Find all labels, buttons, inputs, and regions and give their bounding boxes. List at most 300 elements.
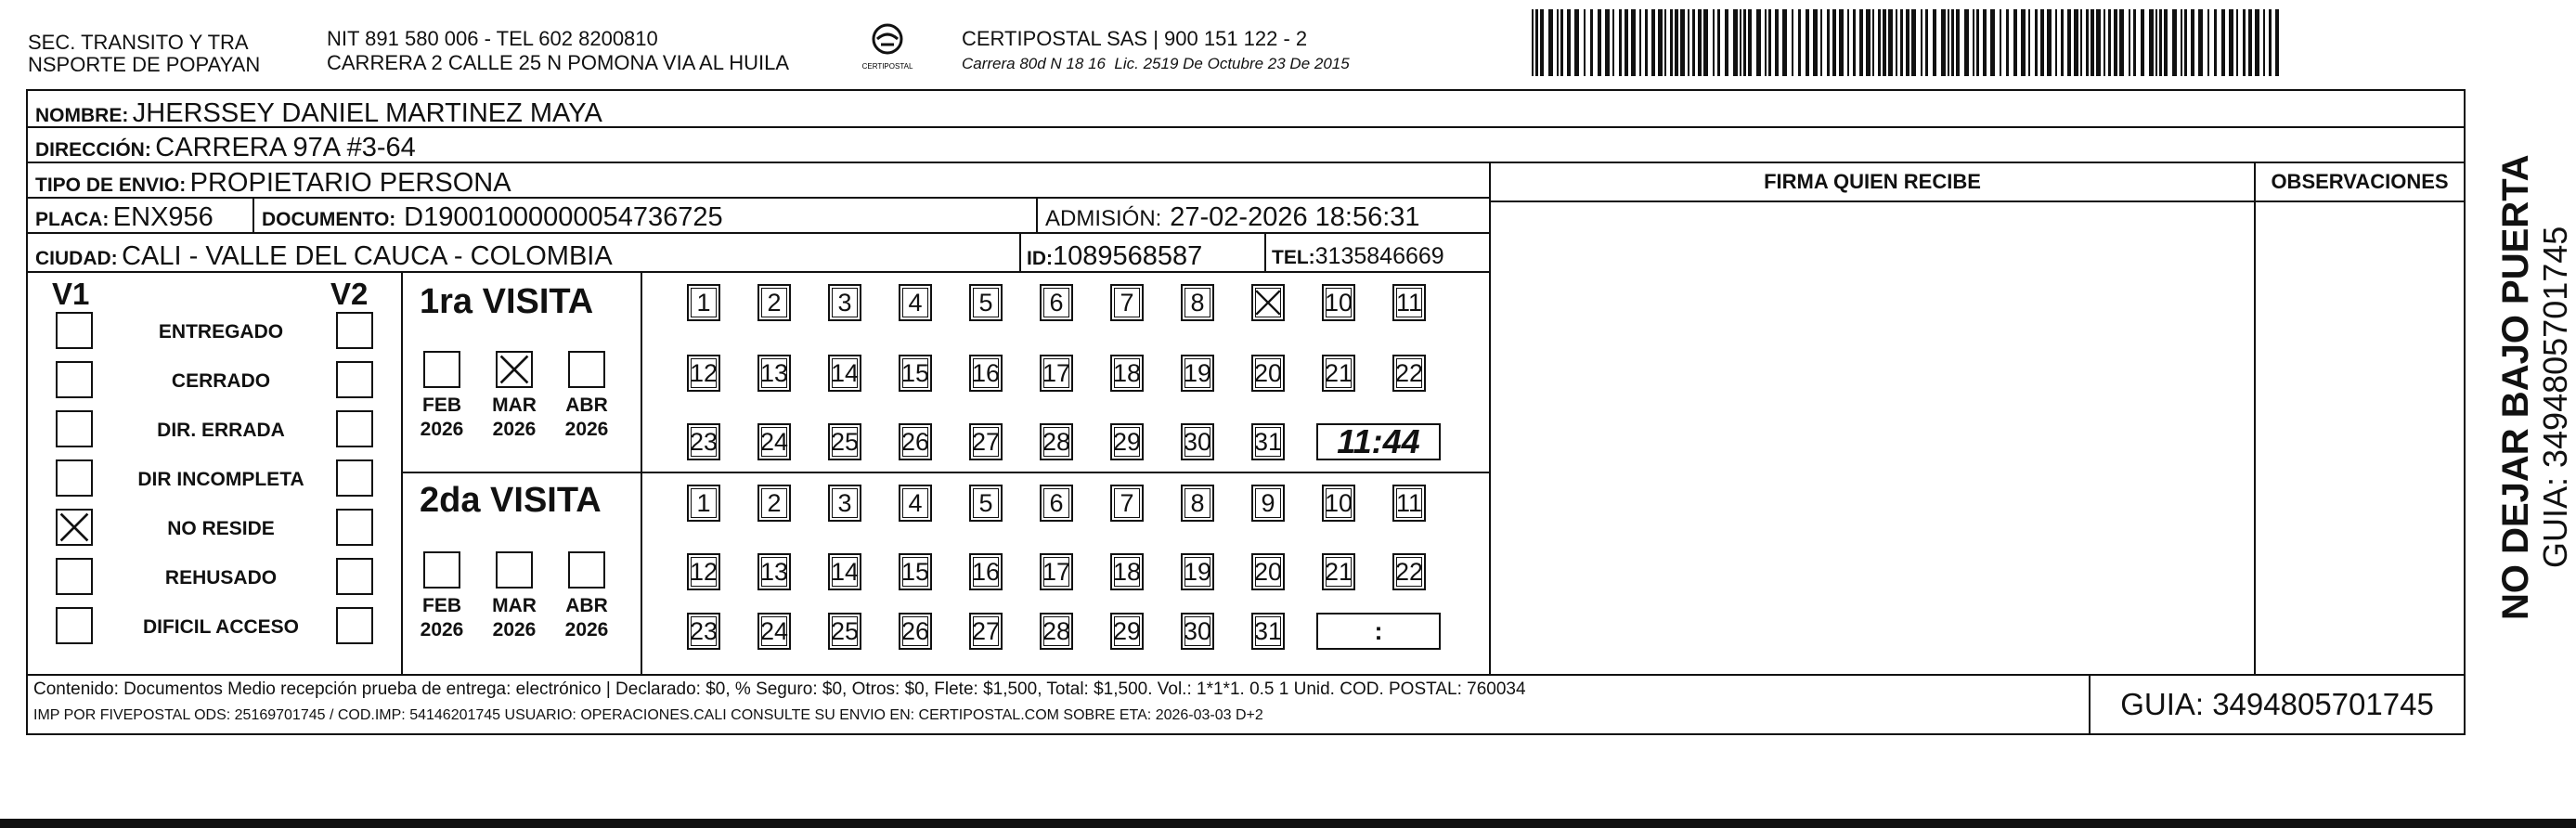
barcode-bar — [1888, 9, 1893, 76]
guia-cell — [2089, 674, 2466, 735]
tipo-value: PROPIETARIO PERSONA — [189, 168, 511, 198]
month-year: 2026 — [420, 419, 464, 440]
barcode-bar — [1883, 9, 1886, 76]
barcode-bar — [1639, 9, 1641, 76]
barcode-bar — [2091, 9, 2094, 76]
barcode-bar — [1631, 9, 1636, 76]
cell-admision — [1036, 197, 1491, 234]
barcode-bar — [1540, 9, 1544, 76]
barcode-bar — [1548, 9, 1553, 76]
v1-checkbox[interactable] — [56, 410, 93, 447]
day-box[interactable] — [687, 355, 720, 392]
day-box[interactable] — [687, 423, 720, 460]
documento-label: DOCUMENTO: — [262, 209, 396, 230]
month-label: FEB — [422, 595, 461, 616]
status-label: DIFICIL ACCESO — [142, 616, 299, 638]
day-number: 1 — [696, 289, 711, 317]
day-box[interactable] — [899, 485, 932, 522]
barcode-bar — [2263, 9, 2265, 76]
barcode-bar — [2255, 9, 2259, 76]
barcode-bar — [1645, 9, 1648, 76]
barcode-bar — [1906, 9, 1909, 76]
barcode-bar — [1933, 9, 1936, 76]
barcode-bar — [2096, 9, 2101, 76]
day-box[interactable] — [687, 284, 720, 321]
barcode-bar — [2067, 9, 2071, 76]
id-label: ID: — [1027, 248, 1053, 269]
barcode-bar — [1560, 9, 1563, 76]
v2-checkbox[interactable] — [336, 312, 373, 349]
observaciones-header: OBSERVACIONES — [2256, 163, 2464, 202]
day-number: 29 — [1112, 617, 1142, 645]
barcode-bar — [2243, 9, 2246, 76]
day-box[interactable] — [687, 485, 720, 522]
barcode-bar — [2129, 9, 2130, 76]
day-box[interactable] — [1181, 355, 1214, 392]
day-box[interactable] — [1181, 284, 1214, 321]
day-box[interactable] — [969, 553, 1003, 590]
footer-contenido: Contenido: Documentos Medio recepción prueba de entrega: electrónico | Declarado: $0, % Seguro: $0, Otros: $0, Flete: $1,500, Total: $1,500. Vol.: 1*1*1. 0.5 1 Unid. COD. POSTAL: 760034 — [33, 679, 1526, 699]
barcode-bar — [2221, 9, 2225, 76]
barcode-bar — [1956, 9, 1960, 76]
status-label: DIR INCOMPLETA — [137, 469, 304, 490]
barcode-bar — [1605, 9, 1610, 76]
day-number: 12 — [689, 558, 718, 586]
barcode-bar — [1740, 9, 1741, 76]
v2-checkbox[interactable] — [336, 607, 373, 644]
barcode-bar — [1878, 9, 1881, 76]
barcode-bar — [2006, 9, 2009, 76]
day-box[interactable] — [828, 485, 861, 522]
month-label: FEB — [422, 395, 461, 416]
barcode-bar — [1990, 9, 1995, 76]
day-number: 17 — [1042, 359, 1071, 387]
v2-checkbox[interactable] — [336, 558, 373, 595]
barcode-bar — [1832, 9, 1836, 76]
day-box[interactable] — [1251, 553, 1285, 590]
v1-checkbox[interactable] — [56, 361, 93, 398]
day-box[interactable] — [969, 355, 1003, 392]
day-number: 30 — [1183, 617, 1212, 645]
day-number: 10 — [1324, 489, 1353, 517]
ciudad-label: CIUDAD: — [35, 248, 118, 269]
day-box[interactable] — [828, 355, 861, 392]
day-number: 27 — [971, 617, 1001, 645]
day-box[interactable] — [1110, 284, 1144, 321]
barcode-bar — [1976, 9, 1979, 76]
barcode-bar — [2055, 9, 2057, 76]
day-box[interactable] — [969, 284, 1003, 321]
day-number: 24 — [759, 428, 789, 456]
firma-column — [1489, 162, 2256, 676]
barcode-bar — [1651, 9, 1655, 76]
barcode-bar — [2191, 9, 2194, 76]
barcode-bar — [2114, 9, 2117, 76]
v2-checkbox[interactable] — [336, 459, 373, 497]
barcode-bar — [2000, 9, 2001, 76]
direccion-value: CARRERA 97A #3-64 — [155, 133, 416, 162]
month-checkbox[interactable] — [568, 351, 605, 388]
barcode-bar — [1717, 9, 1720, 76]
barcode-bar — [1853, 9, 1856, 76]
day-box[interactable] — [1110, 553, 1144, 590]
v2-label: V2 — [330, 277, 369, 311]
day-box[interactable] — [1040, 423, 1073, 460]
day-box[interactable] — [1110, 485, 1144, 522]
day-box[interactable] — [1110, 355, 1144, 392]
sender-nit: NIT 891 580 006 - TEL 602 8200810 — [327, 27, 658, 50]
placa-label: PLACA: — [35, 209, 110, 230]
day-number: 13 — [759, 359, 789, 387]
barcode-bar — [2086, 9, 2089, 76]
barcode-bar — [1713, 9, 1715, 76]
v1-checkbox[interactable] — [56, 558, 93, 595]
barcode-bar — [2080, 9, 2082, 76]
id-value: 1089568587 — [1053, 241, 1203, 271]
day-number: 7 — [1120, 289, 1134, 317]
month-year: 2026 — [564, 419, 609, 440]
month-checkbox[interactable] — [423, 551, 460, 589]
month-checkbox[interactable] — [496, 351, 533, 388]
day-box[interactable] — [969, 613, 1003, 650]
day-number: 1 — [696, 489, 711, 517]
day-number: 20 — [1253, 558, 1283, 586]
second-visit-title: 2da VISITA — [420, 481, 602, 520]
day-number: 19 — [1183, 359, 1212, 387]
barcode-bar — [1859, 9, 1863, 76]
day-number: 28 — [1042, 617, 1071, 645]
barcode-bar — [1866, 9, 1871, 76]
barcode-bar — [1748, 9, 1752, 76]
barcode-bar — [1896, 9, 1897, 76]
day-number: 25 — [830, 617, 860, 645]
day-number: 21 — [1324, 558, 1353, 586]
day-box[interactable] — [757, 355, 791, 392]
day-number: 16 — [971, 558, 1001, 586]
month-checkbox[interactable] — [568, 551, 605, 589]
cell-tel — [1264, 232, 1491, 273]
day-number: 11 — [1395, 489, 1423, 517]
cell-documento — [252, 197, 1038, 234]
barcode-bar — [2104, 9, 2105, 76]
barcode-bar — [1941, 9, 1946, 76]
barcode-bar — [1675, 9, 1678, 76]
day-number: 17 — [1042, 558, 1071, 586]
day-box[interactable] — [1110, 613, 1144, 650]
barcode-bar — [1598, 9, 1601, 76]
month-label: ABR — [565, 595, 608, 616]
day-number: 13 — [759, 558, 789, 586]
day-number: 23 — [689, 428, 718, 456]
day-number: 15 — [900, 558, 930, 586]
barcode-bar — [1792, 9, 1793, 76]
day-box[interactable] — [1181, 423, 1214, 460]
barcode-bar — [1688, 9, 1689, 76]
barcode-bar — [1765, 9, 1767, 76]
day-box[interactable] — [1322, 553, 1355, 590]
day-box[interactable] — [1322, 355, 1355, 392]
second-visit-time[interactable] — [1316, 613, 1441, 650]
v1-checkbox[interactable] — [56, 459, 93, 497]
barcode-bar — [1743, 9, 1746, 76]
barcode-bar — [1725, 9, 1728, 76]
barcode-bar — [2159, 9, 2162, 76]
barcode-bar — [2198, 9, 2203, 76]
day-box[interactable] — [1251, 613, 1285, 650]
barcode-bar — [1625, 9, 1628, 76]
day-box[interactable] — [828, 423, 861, 460]
day-number: 2 — [767, 289, 782, 317]
day-number: 4 — [908, 489, 923, 517]
day-box[interactable] — [899, 423, 932, 460]
day-number: 5 — [978, 489, 993, 517]
barcode-bar — [1670, 9, 1673, 76]
day-box[interactable] — [1392, 355, 1426, 392]
barcode-bar — [1698, 9, 1702, 76]
barcode-bar — [2047, 9, 2052, 76]
sender-name-line1: SEC. TRANSITO Y TRA — [28, 31, 249, 54]
day-box[interactable] — [1251, 423, 1285, 460]
day-number: 22 — [1394, 558, 1424, 586]
barcode-bar — [2275, 9, 2279, 76]
barcode-bar — [2028, 9, 2030, 76]
month-year: 2026 — [492, 419, 537, 440]
tel-label: TEL: — [1272, 247, 1315, 268]
barcode-bar — [1806, 9, 1809, 76]
day-number: 31 — [1253, 617, 1283, 645]
day-box[interactable] — [828, 553, 861, 590]
day-box[interactable] — [1181, 553, 1214, 590]
day-number: 16 — [971, 359, 1001, 387]
documento-value: D19001000000054736725 — [404, 202, 723, 232]
barcode-bar — [1921, 9, 1922, 76]
v1-checkbox[interactable] — [56, 312, 93, 349]
month-checkbox[interactable] — [423, 351, 460, 388]
day-box[interactable] — [687, 553, 720, 590]
day-number: 27 — [971, 428, 1001, 456]
barcode-bar — [1768, 9, 1771, 76]
day-number: 3 — [837, 489, 852, 517]
day-box[interactable] — [828, 613, 861, 650]
day-box[interactable] — [757, 485, 791, 522]
day-number: 21 — [1324, 359, 1353, 387]
day-box[interactable] — [899, 553, 932, 590]
day-box[interactable] — [1040, 485, 1073, 522]
day-number: 6 — [1049, 489, 1064, 517]
guia-number: GUIA: 3494805701745 — [2120, 687, 2434, 721]
day-number: 19 — [1183, 558, 1212, 586]
day-box[interactable] — [1251, 485, 1285, 522]
barcode-bar — [1703, 9, 1708, 76]
barcode-bar — [2164, 9, 2168, 76]
barcode-bar — [1951, 9, 1954, 76]
barcode-bar — [1827, 9, 1830, 76]
day-box[interactable] — [1251, 284, 1285, 321]
svg-text:CERTIPOSTAL: CERTIPOSTAL — [861, 62, 913, 71]
company-line: CERTIPOSTAL SAS | 900 151 122 - 2 — [962, 27, 1308, 50]
day-number: 26 — [900, 428, 930, 456]
month-label: MAR — [492, 395, 537, 416]
barcode-bar — [2214, 9, 2217, 76]
day-number: 9 — [1261, 489, 1275, 517]
day-box[interactable] — [1181, 485, 1214, 522]
day-number: 6 — [1049, 289, 1064, 317]
barcode-bar — [2236, 9, 2238, 76]
side-guia — [2538, 48, 2575, 568]
footer-imp: IMP POR FIVEPOSTAL ODS: 25169701745 / COD.IMP: 54146201745 USUARIO: OPERACIONES.CALI CONSULTE SU ENVIO EN: CERTIPOSTAL.COM SOBRE ETA: 2026-03-03 D+2 — [33, 707, 1263, 723]
v2-checkbox[interactable] — [336, 361, 373, 398]
day-number: 15 — [900, 359, 930, 387]
barcode-bar — [1925, 9, 1928, 76]
day-number: 22 — [1394, 359, 1424, 387]
first-visit-time[interactable] — [1316, 423, 1441, 460]
row-tipo — [26, 162, 1491, 199]
nombre-value: JHERSSEY DANIEL MARTINEZ MAYA — [132, 98, 602, 128]
day-box[interactable] — [1392, 553, 1426, 590]
day-number: 7 — [1120, 489, 1134, 517]
cell-ciudad — [26, 232, 1021, 273]
barcode-bar — [2040, 9, 2044, 76]
v1-checkbox[interactable] — [56, 509, 93, 546]
status-label: NO RESIDE — [167, 518, 275, 539]
barcode-bar — [2207, 9, 2209, 76]
day-box[interactable] — [1040, 553, 1073, 590]
day-box[interactable] — [828, 284, 861, 321]
barcode-bar — [1813, 9, 1818, 76]
barcode-bar — [2035, 9, 2038, 76]
day-box[interactable] — [1040, 284, 1073, 321]
day-box[interactable] — [1392, 284, 1426, 321]
barcode-bar — [2181, 9, 2182, 76]
barcode-bar — [2149, 9, 2154, 76]
visit-divider — [641, 271, 642, 676]
barcode-bar — [2119, 9, 2124, 76]
direccion-label: DIRECCIÓN: — [35, 139, 151, 161]
barcode-bar — [2248, 9, 2252, 76]
barcode-bar — [2108, 9, 2111, 76]
day-box[interactable] — [899, 284, 932, 321]
day-box[interactable] — [1110, 423, 1144, 460]
day-box[interactable] — [757, 284, 791, 321]
day-box[interactable] — [1322, 284, 1355, 321]
first-visit-title: 1ra VISITA — [420, 282, 594, 321]
v1-label: V1 — [52, 277, 90, 311]
day-number: 8 — [1190, 489, 1205, 517]
month-year: 2026 — [492, 619, 537, 640]
ciudad-value: CALI - VALLE DEL CAUCA - COLOMBIA — [122, 241, 613, 271]
status-label: CERRADO — [171, 370, 271, 392]
barcode-bar — [1612, 9, 1614, 76]
barcode-bar — [1680, 9, 1685, 76]
day-box[interactable] — [969, 423, 1003, 460]
barcode-bar — [1964, 9, 1969, 76]
side-no-dejar: NO DEJAR BAJO PUERTA — [2495, 154, 2536, 620]
barcode-bar — [1911, 9, 1916, 76]
barcode-bar — [1782, 9, 1787, 76]
day-box[interactable] — [1040, 613, 1073, 650]
day-number: 20 — [1253, 359, 1283, 387]
day-box[interactable] — [969, 485, 1003, 522]
tipo-label: TIPO DE ENVIO: — [35, 175, 187, 196]
v2-checkbox[interactable] — [336, 509, 373, 546]
day-box[interactable] — [899, 355, 932, 392]
day-number: 23 — [689, 617, 718, 645]
barcode-bar — [1557, 9, 1559, 76]
sender-address: CARRERA 2 CALLE 25 N POMONA VIA AL HUILA — [327, 51, 790, 74]
barcode-bar — [2184, 9, 2187, 76]
day-number: 28 — [1042, 428, 1071, 456]
license-line: Carrera 80d N 18 16 Lic. 2519 De Octubre 23 De 2015 — [962, 55, 1350, 72]
barcode-bar — [1590, 9, 1593, 76]
barcode-bar — [1756, 9, 1761, 76]
v1-checkbox[interactable] — [56, 607, 93, 644]
barcode-bar — [2061, 9, 2064, 76]
month-label: ABR — [565, 395, 608, 416]
month-checkbox[interactable] — [496, 551, 533, 589]
barcode-bar — [1574, 9, 1579, 76]
day-number: 18 — [1112, 359, 1142, 387]
day-number: 25 — [830, 428, 860, 456]
time-value: 11:44 — [1337, 422, 1420, 460]
barcode-bar — [1847, 9, 1849, 76]
barcode-bar — [1733, 9, 1738, 76]
barcode-bar — [1948, 9, 1949, 76]
barcode-bar — [1798, 9, 1801, 76]
barcode-bar — [2229, 9, 2233, 76]
v2-checkbox[interactable] — [336, 410, 373, 447]
day-box[interactable] — [1181, 613, 1214, 650]
day-number: 8 — [1190, 289, 1205, 317]
day-box[interactable] — [899, 613, 932, 650]
admision-value: 27-02-2026 18:56:31 — [1170, 202, 1420, 232]
day-box[interactable] — [1251, 355, 1285, 392]
row-nombre — [26, 89, 2466, 128]
status-label: ENTREGADO — [158, 321, 284, 343]
day-number: 26 — [900, 617, 930, 645]
status-label: DIR. ERRADA — [157, 420, 285, 441]
barcode-bar — [1535, 9, 1538, 76]
barcode-bar — [1872, 9, 1874, 76]
day-box[interactable] — [1322, 485, 1355, 522]
day-number: 5 — [978, 289, 993, 317]
barcode-bar — [1820, 9, 1822, 76]
barcode-bar — [1658, 9, 1663, 76]
placa-value: ENX956 — [112, 202, 214, 232]
admision-label: ADMISIÓN: — [1045, 206, 1162, 231]
day-number: 4 — [908, 289, 923, 317]
barcode-bar — [1983, 9, 1987, 76]
side-guia-text: GUIA: 3494805701745 — [2536, 226, 2574, 568]
barcode-bar — [2074, 9, 2078, 76]
barcode-bar — [1584, 9, 1586, 76]
day-box[interactable] — [757, 553, 791, 590]
day-number: 29 — [1112, 428, 1142, 456]
barcode-bar — [1692, 9, 1695, 76]
barcode-bar — [1532, 9, 1534, 76]
barcode-bar — [1973, 9, 1974, 76]
sender-name-line2: NSPORTE DE POPAYAN — [28, 53, 261, 76]
day-box[interactable] — [1392, 485, 1426, 522]
day-box[interactable] — [1040, 355, 1073, 392]
cell-placa — [26, 197, 254, 234]
day-number: 14 — [830, 558, 860, 586]
barcode-bar — [1664, 9, 1666, 76]
barcode-bar — [1567, 9, 1571, 76]
day-box[interactable] — [757, 423, 791, 460]
day-box[interactable] — [757, 613, 791, 650]
day-box[interactable] — [687, 613, 720, 650]
page-edge — [0, 819, 2576, 828]
